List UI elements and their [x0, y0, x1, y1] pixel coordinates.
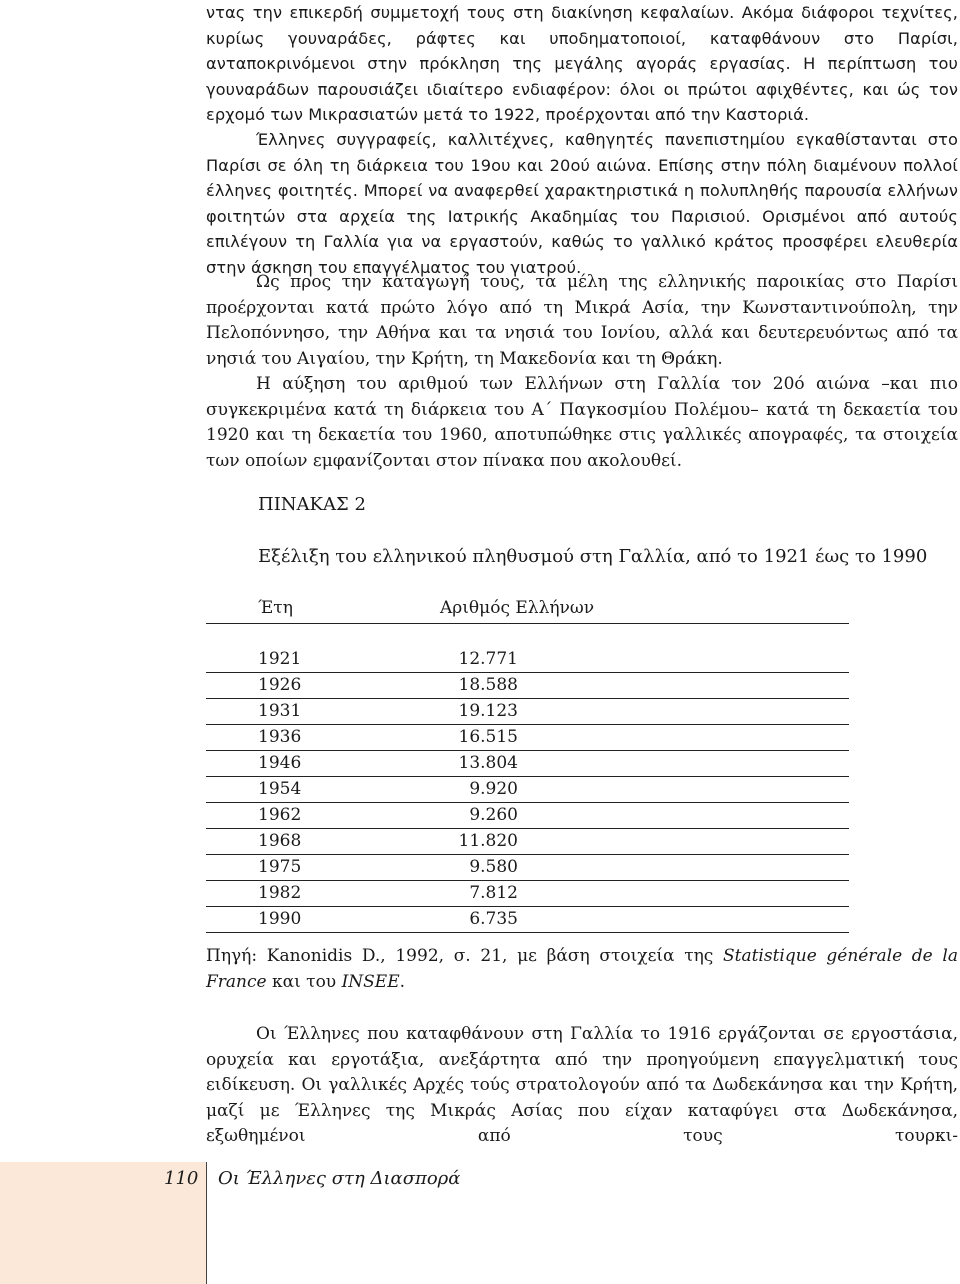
row-year: 1931: [258, 701, 302, 721]
paragraph-5: [206, 1022, 958, 1150]
row-count: 7.812: [469, 883, 518, 903]
source-italic-2: INSEE: [341, 971, 400, 992]
source-suffix: .: [399, 971, 406, 992]
row-year: 1990: [258, 909, 302, 929]
row-year: 1968: [258, 831, 302, 851]
row-year: 1954: [258, 779, 302, 799]
table-row: [206, 803, 849, 829]
row-count: 11.820: [458, 831, 518, 851]
running-head: Οι Έλληνες στη Διασπορά: [218, 1168, 461, 1189]
row-year: 1962: [258, 805, 302, 825]
source-italic-1: Statistique générale de la France: [206, 946, 958, 992]
table-row: [206, 881, 849, 907]
source-middle: και του: [266, 971, 342, 992]
row-count: 9.580: [469, 857, 518, 877]
row-year: 1926: [258, 675, 302, 695]
paragraph-2-text: Έλληνες συγγραφείς, καλλιτέχνες, καθηγητές πανεπιστημίου εγκαθίστανται στο Παρίσι σε όλη τη διάρκεια του 19ου και 20ού αιώνα. Επίσης στην πόλη διαμένουν πολλοί έλληνες φοιτητές. Μπορεί να αναφερθεί χαρακτηριστικά η πολυπληθής παρουσία ελλήνων φοιτητών στα αρχεία της Ιατρικής Ακαδημίας του Παρισιού. Ορισμένοι από αυτούς επιλέγουν τη Γαλλία για να εργαστούν, καθώς το γαλλικό κράτος προσφέρει ελευθερία στην άσκηση του επαγγέλματος του γιατρού.: [206, 130, 958, 277]
row-year: 1921: [258, 649, 302, 669]
row-count: 9.920: [469, 779, 518, 799]
table-caption: Εξέλιξη του ελληνικού πληθυσμού στη Γαλλία, από το 1921 έως το 1990: [258, 546, 928, 567]
row-count: 19.123: [458, 701, 518, 721]
table-row: [206, 855, 849, 881]
paragraph-3-text: Ως προς την καταγωγή τους, τα μέλη της ελληνικής παροικίας στο Παρίσι προέρχονται κατά πρώτο λόγο από τη Μικρά Ασία, την Κωνσταντινούπολη, την Πελοπόννησο, την Αθήνα και τα νησιά του Ιονίου, αλλά και δευτερευόντως από τα νησιά του Αιγαίου, την Κρήτη, τη Μακεδονία και τη Θράκη.: [206, 272, 958, 369]
paragraph-2: [206, 127, 958, 281]
row-year: 1982: [258, 883, 302, 903]
intro-paragraph-text: ντας την επικερδή συμμετοχή τους στη διακίνηση κεφαλαίων. Ακόμα διάφοροι τεχνίτες, κυρίως γουναράδες, ράφτες και υποδηματοποιοί, καταφθάνουν στο Παρίσι, ανταποκρινόμενοι στην πρόκληση της μεγάλης αγοράς εργασίας. Η περίπτωση του γουναράδων παρουσιάζει ιδιαίτερο ενδιαφέρον: όλοι οι πρώτοι αφιχθέντες, και ώς τον ερχομό των Μικρασιατών μετά το 1922, προέρχονται από την Καστοριά.: [206, 3, 958, 125]
row-count: 13.804: [458, 753, 518, 773]
table-label: ΠΙΝΑΚΑΣ 2: [258, 494, 366, 515]
header-rule: [206, 623, 849, 624]
row-year: 1936: [258, 727, 302, 747]
column-header-count: Αριθμός Ελλήνων: [440, 598, 595, 618]
row-count: 9.260: [469, 805, 518, 825]
row-count: 16.515: [458, 727, 518, 747]
table-source: [206, 944, 958, 995]
table-row: [206, 647, 849, 673]
row-count: 18.588: [458, 675, 518, 695]
row-year: 1975: [258, 857, 302, 877]
paragraph-3: [206, 270, 958, 372]
paragraph-4-text: Η αύξηση του αριθμού των Ελλήνων στη Γαλλία τον 20ό αιώνα –και πιο συγκεκριμένα κατά τη διάρκεια του Α΄ Παγκοσμίου Πολέμου– κατά τη δεκαετία του 1920 και τη δεκαετία του 1960, αποτυπώθηκε στις γαλλικές απογραφές, τα στοιχεία των οποίων εμφανίζονται στον πίνακα που ακολουθεί.: [206, 374, 958, 471]
column-header-year: Έτη: [258, 598, 293, 618]
table-body: [206, 647, 849, 933]
table-row: [206, 751, 849, 777]
paragraph-4: [206, 372, 958, 474]
source-text: [206, 944, 958, 995]
table-row: [206, 699, 849, 725]
row-count: 6.735: [469, 909, 518, 929]
intro-paragraph: [206, 0, 958, 128]
table-row: [206, 777, 849, 803]
row-year: 1946: [258, 753, 302, 773]
source-prefix: Πηγή: Kanonidis D., 1992, σ. 21, με βάση στοιχεία της: [206, 946, 723, 966]
footer-rule: [206, 1162, 207, 1284]
page-number: 110: [164, 1168, 199, 1189]
paragraph-5-text: Οι Έλληνες που καταφθάνουν στη Γαλλία το 1916 εργάζονται σε εργοστάσια, ορυχεία και εργοτάξια, ανεξάρτητα από την προηγούμενη επαγγελματική τους ειδίκευση. Οι γαλλικές Αρχές τούς στρατολογούν από τα Δωδεκάνησα και την Κρήτη, μαζί με Έλληνες της Μικράς Ασίας που είχαν καταφύγει στα Δωδεκάνησα, εξωθημένοι από τους τουρκι-: [206, 1024, 958, 1147]
table-row: [206, 725, 849, 751]
table-row: [206, 829, 849, 855]
table-row: [206, 907, 849, 933]
table-row: [206, 673, 849, 699]
row-count: 12.771: [458, 649, 518, 669]
